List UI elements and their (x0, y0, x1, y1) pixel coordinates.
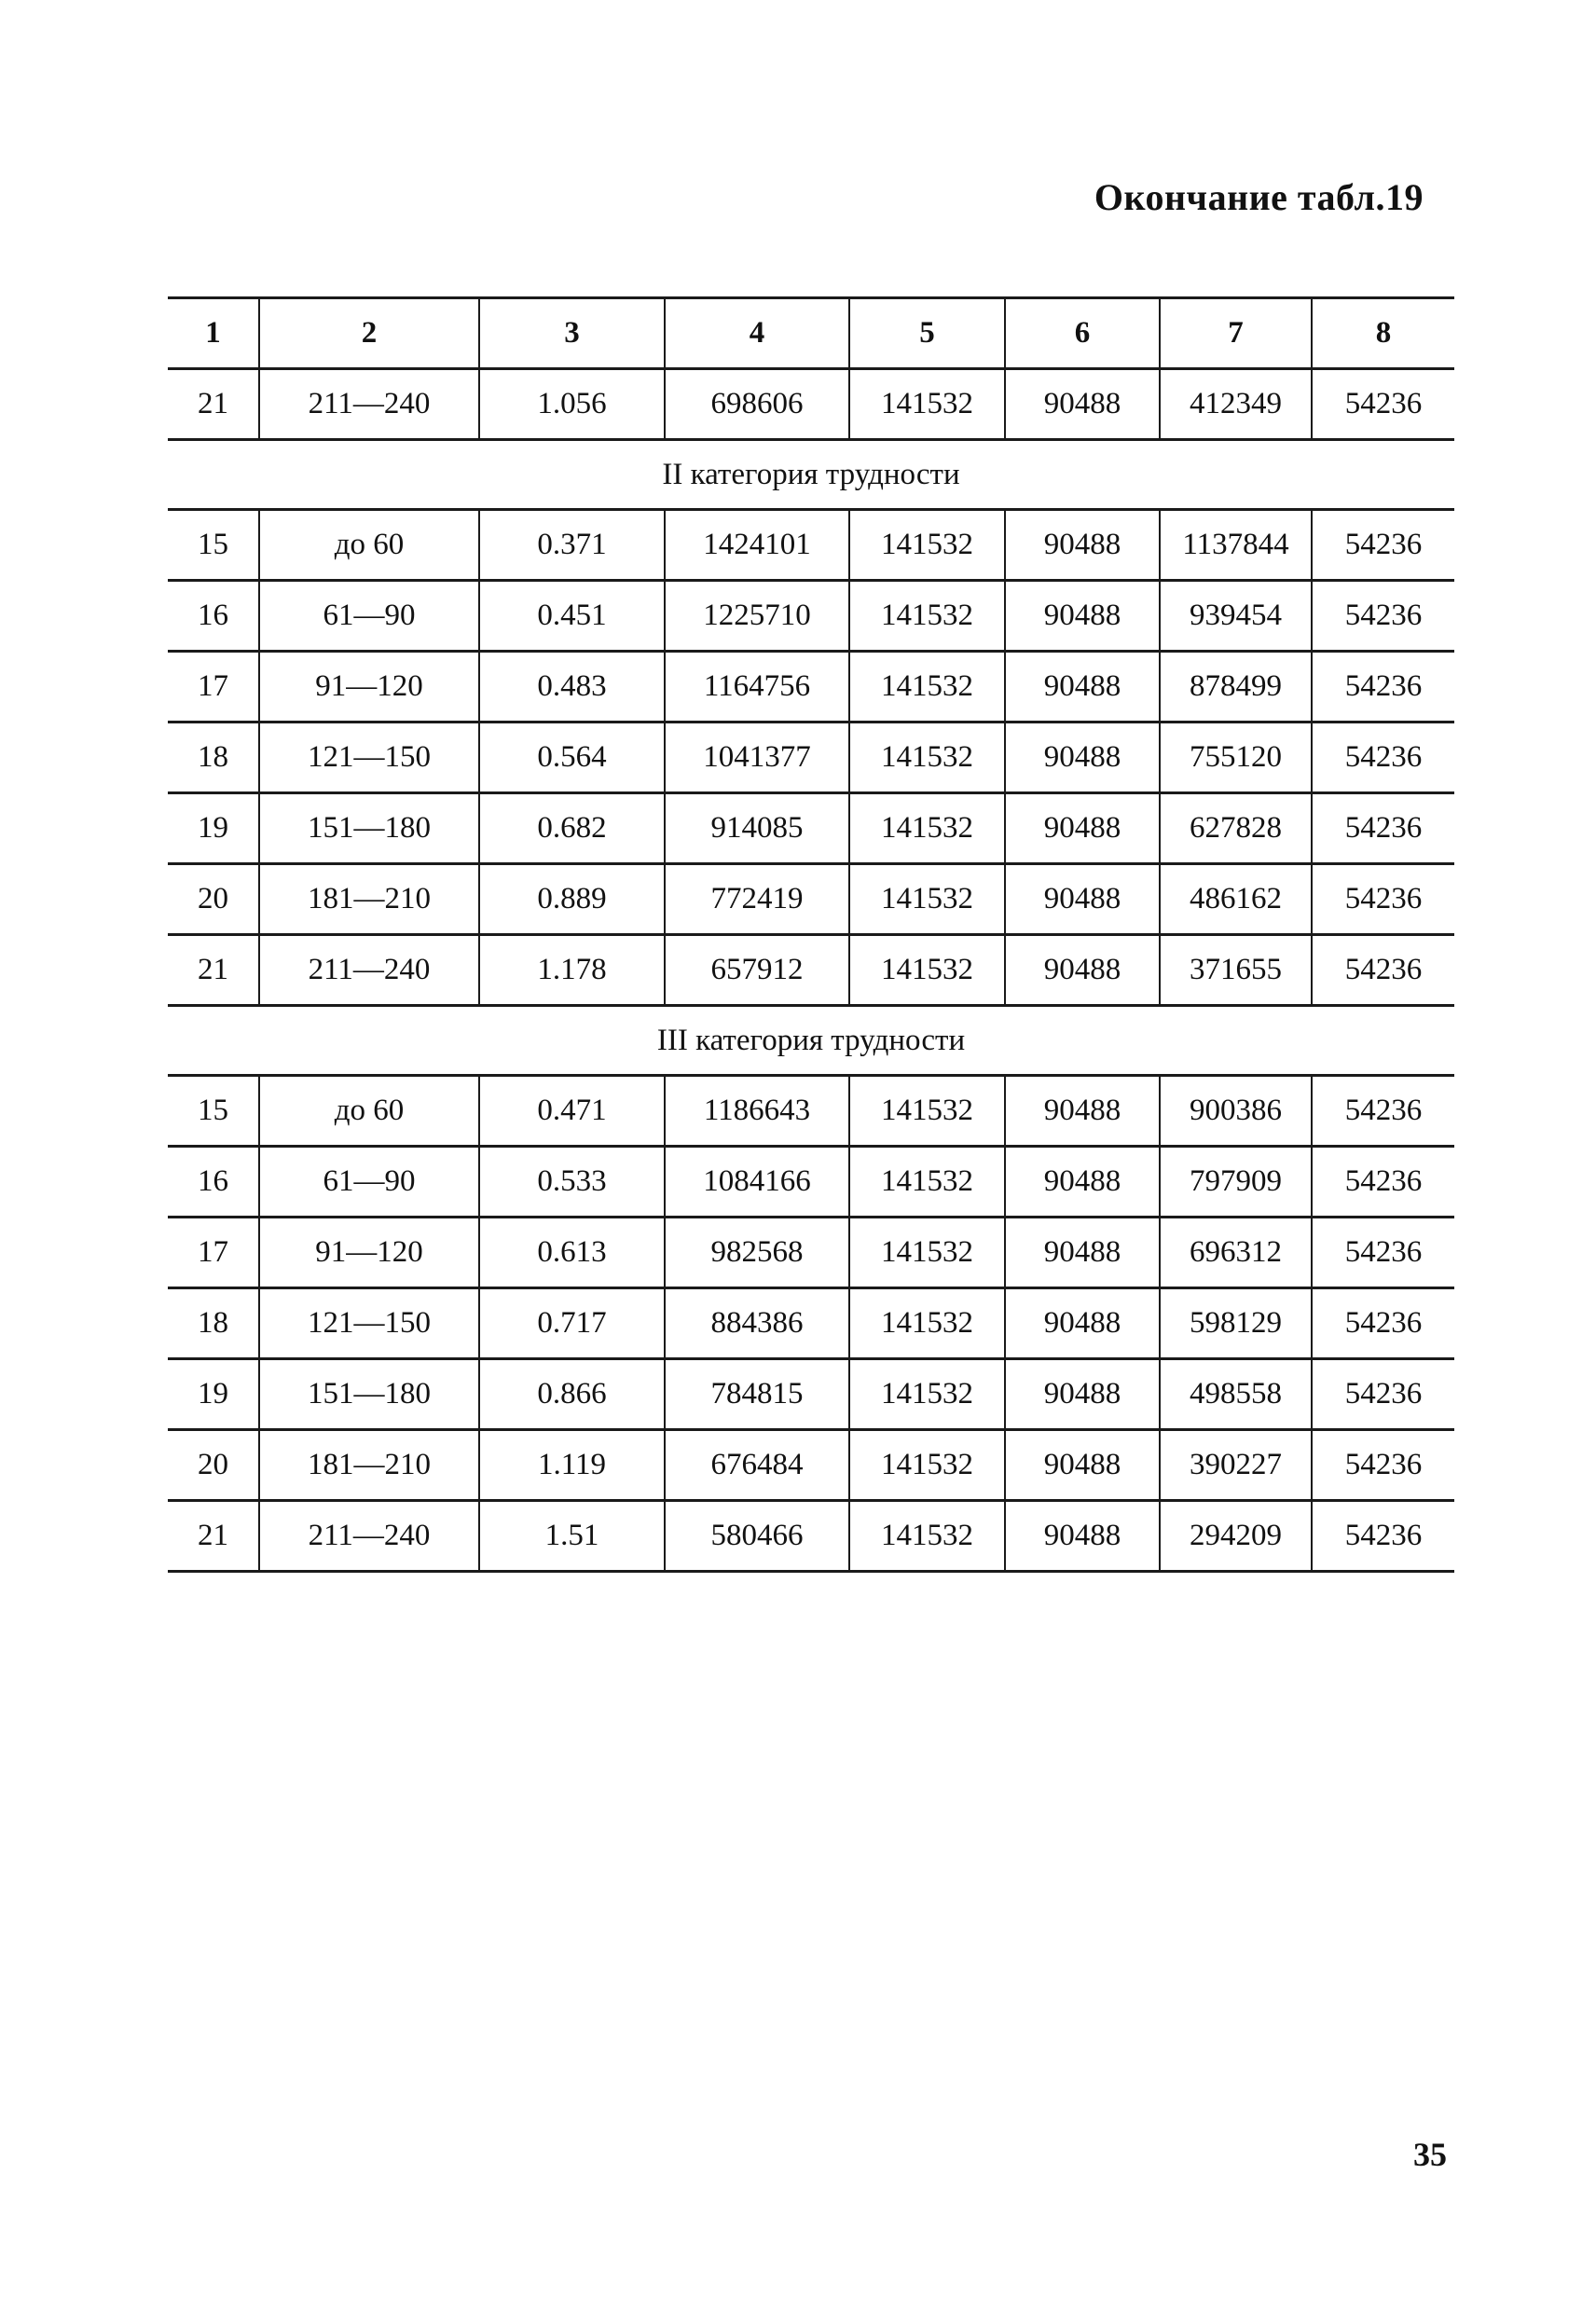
table-cell: 0.682 (479, 793, 665, 864)
table-cell: 151—180 (259, 793, 479, 864)
table-cell: 54236 (1312, 1359, 1454, 1430)
table-cell: 1041377 (665, 722, 849, 793)
table-cell: до 60 (259, 510, 479, 581)
page-number: 35 (1413, 2136, 1447, 2173)
table-cell: 141532 (849, 1430, 1005, 1501)
table-cell: 1.51 (479, 1501, 665, 1572)
table-cell: 0.451 (479, 581, 665, 652)
table-cell: 90488 (1005, 1430, 1160, 1501)
table-cell: 900386 (1160, 1076, 1312, 1147)
table-cell: 90488 (1005, 1288, 1160, 1359)
table-cell: 121—150 (259, 722, 479, 793)
table-cell: 90488 (1005, 652, 1160, 722)
table-cell: 54236 (1312, 1218, 1454, 1288)
table-cell: 54236 (1312, 1501, 1454, 1572)
table-cell: 181—210 (259, 864, 479, 935)
table-cell: 657912 (665, 935, 849, 1006)
table-cell: 181—210 (259, 1430, 479, 1501)
table-cell: 1186643 (665, 1076, 849, 1147)
table-cell: 141532 (849, 1218, 1005, 1288)
table-cell: 54236 (1312, 1147, 1454, 1218)
table-cell: 0.371 (479, 510, 665, 581)
table-cell: 580466 (665, 1501, 849, 1572)
table-cell: 755120 (1160, 722, 1312, 793)
table-cell: 61—90 (259, 581, 479, 652)
table-row (168, 1288, 1454, 1359)
table-cell: 141532 (849, 793, 1005, 864)
table-cell: 54236 (1312, 581, 1454, 652)
table-cell: 15 (168, 1076, 259, 1147)
table-cell: до 60 (259, 1076, 479, 1147)
table-cell: 15 (168, 510, 259, 581)
table-cell: 698606 (665, 369, 849, 440)
table-caption: Окончание табл.19 (1094, 176, 1424, 218)
table-cell: 90488 (1005, 1501, 1160, 1572)
table-cell: 211—240 (259, 1501, 479, 1572)
table-cell: 390227 (1160, 1430, 1312, 1501)
column-number-header: 2 (259, 298, 479, 369)
table-cell: 16 (168, 581, 259, 652)
table-cell: 17 (168, 1218, 259, 1288)
table-cell: 878499 (1160, 652, 1312, 722)
table-cell: 797909 (1160, 1147, 1312, 1218)
table-cell: 884386 (665, 1288, 849, 1359)
section-heading-category-2: II категория трудности (168, 440, 1454, 510)
table-cell: 90488 (1005, 1359, 1160, 1430)
table-cell: 141532 (849, 1076, 1005, 1147)
table-cell: 90488 (1005, 369, 1160, 440)
table-cell: 19 (168, 793, 259, 864)
table-cell: 676484 (665, 1430, 849, 1501)
table-cell: 90488 (1005, 935, 1160, 1006)
table-cell: 90488 (1005, 864, 1160, 935)
table-cell: 598129 (1160, 1288, 1312, 1359)
table-cell: 141532 (849, 864, 1005, 935)
table-cell: 21 (168, 369, 259, 440)
table-cell: 982568 (665, 1218, 849, 1288)
table-cell: 54236 (1312, 1288, 1454, 1359)
table-cell: 1137844 (1160, 510, 1312, 581)
table-cell: 18 (168, 722, 259, 793)
table-cell: 211—240 (259, 369, 479, 440)
table-cell: 141532 (849, 1288, 1005, 1359)
table-cell: 141532 (849, 1359, 1005, 1430)
table-row (168, 1501, 1454, 1572)
table-cell: 54236 (1312, 935, 1454, 1006)
table-cell: 90488 (1005, 1076, 1160, 1147)
table-cell: 121—150 (259, 1288, 479, 1359)
table-row (168, 935, 1454, 1006)
table-row (168, 581, 1454, 652)
table-cell: 141532 (849, 369, 1005, 440)
table-cell: 20 (168, 1430, 259, 1501)
table-cell: 54236 (1312, 722, 1454, 793)
table-cell: 90488 (1005, 793, 1160, 864)
column-number-header: 3 (479, 298, 665, 369)
table-row (168, 864, 1454, 935)
table-row (168, 1218, 1454, 1288)
table-cell: 91—120 (259, 652, 479, 722)
table-cell: 784815 (665, 1359, 849, 1430)
table-row (168, 1430, 1454, 1501)
table-cell: 1.056 (479, 369, 665, 440)
table-cell: 627828 (1160, 793, 1312, 864)
table-cell: 486162 (1160, 864, 1312, 935)
table-cell: 0.533 (479, 1147, 665, 1218)
column-number-header: 8 (1312, 298, 1454, 369)
table-row (168, 652, 1454, 722)
table-cell: 90488 (1005, 1218, 1160, 1288)
table-cell: 211—240 (259, 935, 479, 1006)
table-cell: 0.866 (479, 1359, 665, 1430)
table-cell: 18 (168, 1288, 259, 1359)
table-header-row (168, 298, 1454, 369)
column-number-header: 5 (849, 298, 1005, 369)
column-number-header: 4 (665, 298, 849, 369)
table-cell: 90488 (1005, 722, 1160, 793)
table-cell: 19 (168, 1359, 259, 1430)
table-cell: 498558 (1160, 1359, 1312, 1430)
column-number-header: 6 (1005, 298, 1160, 369)
table-cell: 0.483 (479, 652, 665, 722)
table-cell: 141532 (849, 581, 1005, 652)
table-cell: 141532 (849, 722, 1005, 793)
table-cell: 54236 (1312, 1430, 1454, 1501)
table-cell: 141532 (849, 652, 1005, 722)
table-cell: 0.564 (479, 722, 665, 793)
table-cell: 16 (168, 1147, 259, 1218)
table-row (168, 369, 1454, 440)
table-cell: 696312 (1160, 1218, 1312, 1288)
table-cell: 54236 (1312, 793, 1454, 864)
table-cell: 54236 (1312, 510, 1454, 581)
table-row (168, 793, 1454, 864)
table-row (168, 1359, 1454, 1430)
table-cell: 17 (168, 652, 259, 722)
table-row (168, 510, 1454, 581)
table-cell: 21 (168, 935, 259, 1006)
table-cell: 61—90 (259, 1147, 479, 1218)
section-heading-category-3: III категория трудности (168, 1006, 1454, 1076)
table-cell: 371655 (1160, 935, 1312, 1006)
data-table (168, 296, 1454, 1573)
column-number-header: 7 (1160, 298, 1312, 369)
table-cell: 0.717 (479, 1288, 665, 1359)
section-heading-row (168, 440, 1454, 510)
table-cell: 1084166 (665, 1147, 849, 1218)
section-heading-row (168, 1006, 1454, 1076)
table-cell: 91—120 (259, 1218, 479, 1288)
table-cell: 54236 (1312, 652, 1454, 722)
table-cell: 90488 (1005, 1147, 1160, 1218)
table-cell: 1164756 (665, 652, 849, 722)
table-cell: 772419 (665, 864, 849, 935)
table-cell: 412349 (1160, 369, 1312, 440)
table-row (168, 722, 1454, 793)
table-cell: 1.178 (479, 935, 665, 1006)
table-cell: 90488 (1005, 581, 1160, 652)
table-cell: 21 (168, 1501, 259, 1572)
table-cell: 54236 (1312, 1076, 1454, 1147)
table-cell: 0.471 (479, 1076, 665, 1147)
table-row (168, 1076, 1454, 1147)
table-cell: 141532 (849, 510, 1005, 581)
column-number-header: 1 (168, 298, 259, 369)
table-cell: 151—180 (259, 1359, 479, 1430)
table-cell: 141532 (849, 1501, 1005, 1572)
table-cell: 1225710 (665, 581, 849, 652)
table-cell: 54236 (1312, 864, 1454, 935)
table-cell: 939454 (1160, 581, 1312, 652)
table-cell: 54236 (1312, 369, 1454, 440)
table-cell: 294209 (1160, 1501, 1312, 1572)
table-cell: 20 (168, 864, 259, 935)
table-cell: 1.119 (479, 1430, 665, 1501)
table-cell: 141532 (849, 1147, 1005, 1218)
table-cell: 90488 (1005, 510, 1160, 581)
table-cell: 0.889 (479, 864, 665, 935)
table-cell: 1424101 (665, 510, 849, 581)
table-cell: 914085 (665, 793, 849, 864)
table-cell: 0.613 (479, 1218, 665, 1288)
table-cell: 141532 (849, 935, 1005, 1006)
table-row (168, 1147, 1454, 1218)
